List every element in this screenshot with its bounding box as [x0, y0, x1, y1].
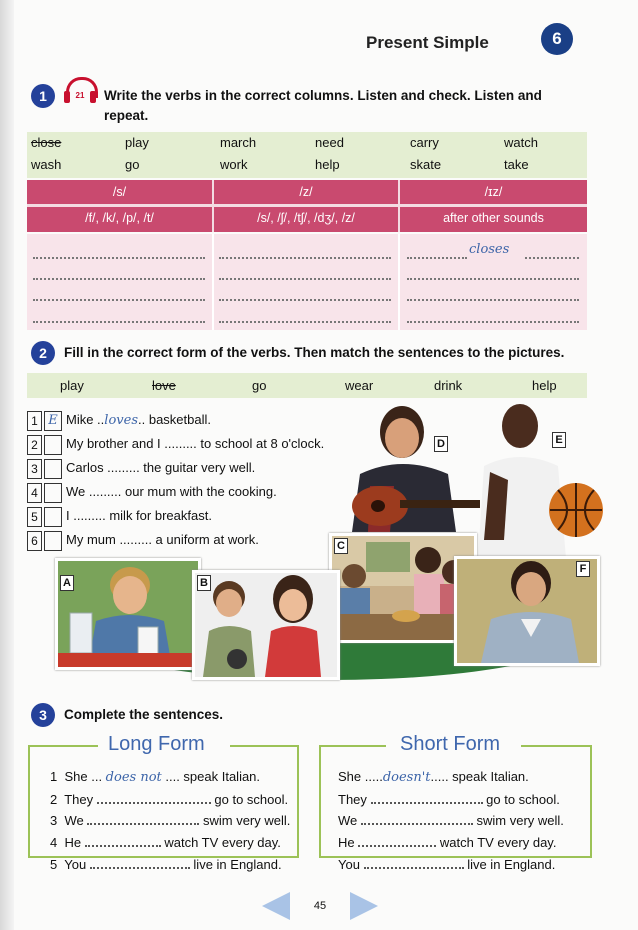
photo-label: F: [576, 561, 590, 577]
word-march: march: [220, 135, 257, 150]
exercise-1-number: 1: [31, 84, 55, 108]
answer-line[interactable]: [33, 256, 205, 259]
photo-e-basketball-boy: [470, 400, 610, 558]
sentence-2: [27, 434, 324, 454]
blank-field[interactable]: [85, 835, 161, 847]
unit-badge: 6: [541, 23, 573, 55]
word-wear: wear: [345, 378, 374, 393]
column-sub-z: /s/, /ʃ/, /tʃ/, /dʒ/, /z/: [257, 211, 355, 225]
picture-answer-box[interactable]: [44, 483, 62, 503]
page-tab-left-decor: [262, 892, 290, 920]
exercise-2-number: 2: [31, 341, 55, 365]
long-form-row-4: 4 He watch TV every day.: [50, 835, 281, 850]
column-head-iz: /ɪz/: [484, 185, 503, 199]
sound-columns-header: [27, 180, 587, 232]
sentence-number: 4: [27, 483, 42, 503]
exercise-3-instruction: Complete the sentences.: [64, 707, 224, 722]
sentence-1: [27, 410, 211, 430]
sentence-number: 3: [27, 459, 42, 479]
blank-field[interactable]: [87, 813, 199, 825]
word-skate: skate: [410, 157, 442, 172]
word-help: help: [315, 157, 340, 172]
exercise-1-word-box: [27, 132, 587, 178]
photo-label: E: [552, 432, 566, 448]
sentence-number: 1: [27, 411, 42, 431]
blank-field[interactable]: [358, 835, 436, 847]
answer-line[interactable]: [407, 298, 579, 301]
long-form-row-2: 2 They go to school.: [50, 792, 289, 807]
photo-d-guitar-boy: [330, 402, 480, 532]
page-title: Present Simple: [366, 33, 489, 52]
word-play: play: [60, 378, 84, 393]
answer-line[interactable]: [219, 277, 391, 280]
sentence-number: 6: [27, 531, 42, 551]
answer-line[interactable]: [407, 277, 579, 280]
sentence-3: [27, 458, 255, 478]
word-need: need: [315, 135, 344, 150]
photo-label: C: [334, 538, 348, 554]
answer-line[interactable]: [33, 298, 205, 301]
audio-track-number: 21: [75, 91, 85, 100]
blank-field[interactable]: [371, 792, 483, 804]
sentence-4: [27, 482, 277, 502]
short-form-row-1: She .....doesn't..... speak Italian.: [338, 769, 529, 785]
exercise-1-instruction: Write the verbs in the correct columns. Listen and check. Listen and repeat.: [104, 88, 542, 123]
word-wash: wash: [31, 157, 62, 172]
headphones-icon[interactable]: [64, 77, 98, 105]
word-take: take: [504, 157, 529, 172]
word-love: love: [152, 378, 176, 393]
exercise-2-instruction: Fill in the correct form of the verbs. Then match the sentences to the pictures.: [64, 345, 565, 360]
example-answer-does-not: does not: [105, 770, 162, 785]
photo-label: B: [197, 575, 211, 591]
answer-line[interactable]: [219, 298, 391, 301]
page-spine: [0, 0, 14, 930]
picture-answer-box[interactable]: [44, 435, 62, 455]
sentence-text: .. basketball.: [138, 412, 211, 427]
word-work: work: [220, 157, 248, 172]
answer-line[interactable]: [33, 320, 205, 323]
sentence-text: I ......... milk for breakfast.: [66, 508, 212, 523]
answer-line[interactable]: [407, 256, 467, 259]
answer-line[interactable]: [33, 277, 205, 280]
exercise-2-word-box: [27, 373, 587, 398]
example-answer-loves: loves: [104, 413, 138, 428]
word-watch: watch: [504, 135, 538, 150]
blank-field[interactable]: [90, 857, 190, 869]
sentence-text: My brother and I ......... to school at 8 o'clock.: [66, 436, 325, 451]
page-tab-right-decor: [350, 892, 378, 920]
sentence-number: 2: [27, 435, 42, 455]
sentence-text: We ......... our mum with the cooking.: [66, 484, 277, 499]
photo-a-drinking-milk: [55, 558, 201, 670]
sentence-text: My mum ......... a uniform at work.: [66, 532, 259, 547]
long-form-title: Long Form: [100, 733, 213, 756]
word-drink: drink: [434, 378, 463, 393]
sentence-text: Mike ..: [66, 412, 105, 427]
word-help: help: [532, 378, 557, 393]
sentence-5: [27, 506, 212, 526]
column-sub-s: /f/, /k/, /p/, /t/: [85, 211, 154, 225]
word-play: play: [125, 135, 149, 150]
word-carry: carry: [410, 135, 439, 150]
word-go: go: [252, 378, 267, 393]
picture-answer-box[interactable]: [44, 531, 62, 551]
short-form-row-2: They go to school.: [338, 792, 560, 807]
sentence-number: 5: [27, 507, 42, 527]
short-form-row-5: You live in England.: [338, 857, 556, 872]
exercise-3-number: 3: [31, 703, 55, 727]
short-form-row-3: We swim very well.: [338, 813, 564, 828]
long-form-row-3: 3 We swim very well.: [50, 813, 291, 828]
sentence-text: Carlos ......... the guitar very well.: [66, 460, 256, 475]
answer-line[interactable]: [525, 256, 579, 259]
column-sub-iz: after other sounds: [443, 211, 544, 225]
example-answer-closes: closes: [469, 242, 510, 257]
answer-line[interactable]: [407, 320, 579, 323]
short-form-row-4: He watch TV every day.: [338, 835, 557, 850]
picture-answer-box[interactable]: [44, 459, 62, 479]
blank-field[interactable]: [361, 813, 473, 825]
picture-answer-box[interactable]: E: [44, 411, 62, 431]
word-close: close: [31, 135, 62, 150]
sentence-6: [27, 530, 259, 550]
long-form-row-5: 5 You live in England.: [50, 857, 282, 872]
photo-label: A: [60, 575, 74, 591]
column-head-z: /z/: [299, 185, 313, 199]
word-go: go: [125, 157, 140, 172]
blank-field[interactable]: [97, 792, 211, 804]
photo-label: D: [434, 436, 448, 452]
photo-b-going-to-school: [192, 570, 340, 680]
answer-line[interactable]: [219, 320, 391, 323]
short-form-title: Short Form: [392, 733, 508, 756]
answer-columns: [27, 234, 587, 330]
long-form-row-1: 1 She ... does not .... speak Italian.: [50, 769, 261, 785]
page-number: 45: [313, 900, 327, 912]
example-answer-doesnt: doesn't: [382, 770, 431, 785]
answer-line[interactable]: [219, 256, 391, 259]
column-head-s: /s/: [112, 185, 127, 199]
blank-field[interactable]: [364, 857, 464, 869]
photo-f-nurse: [454, 556, 600, 666]
picture-answer-box[interactable]: [44, 507, 62, 527]
